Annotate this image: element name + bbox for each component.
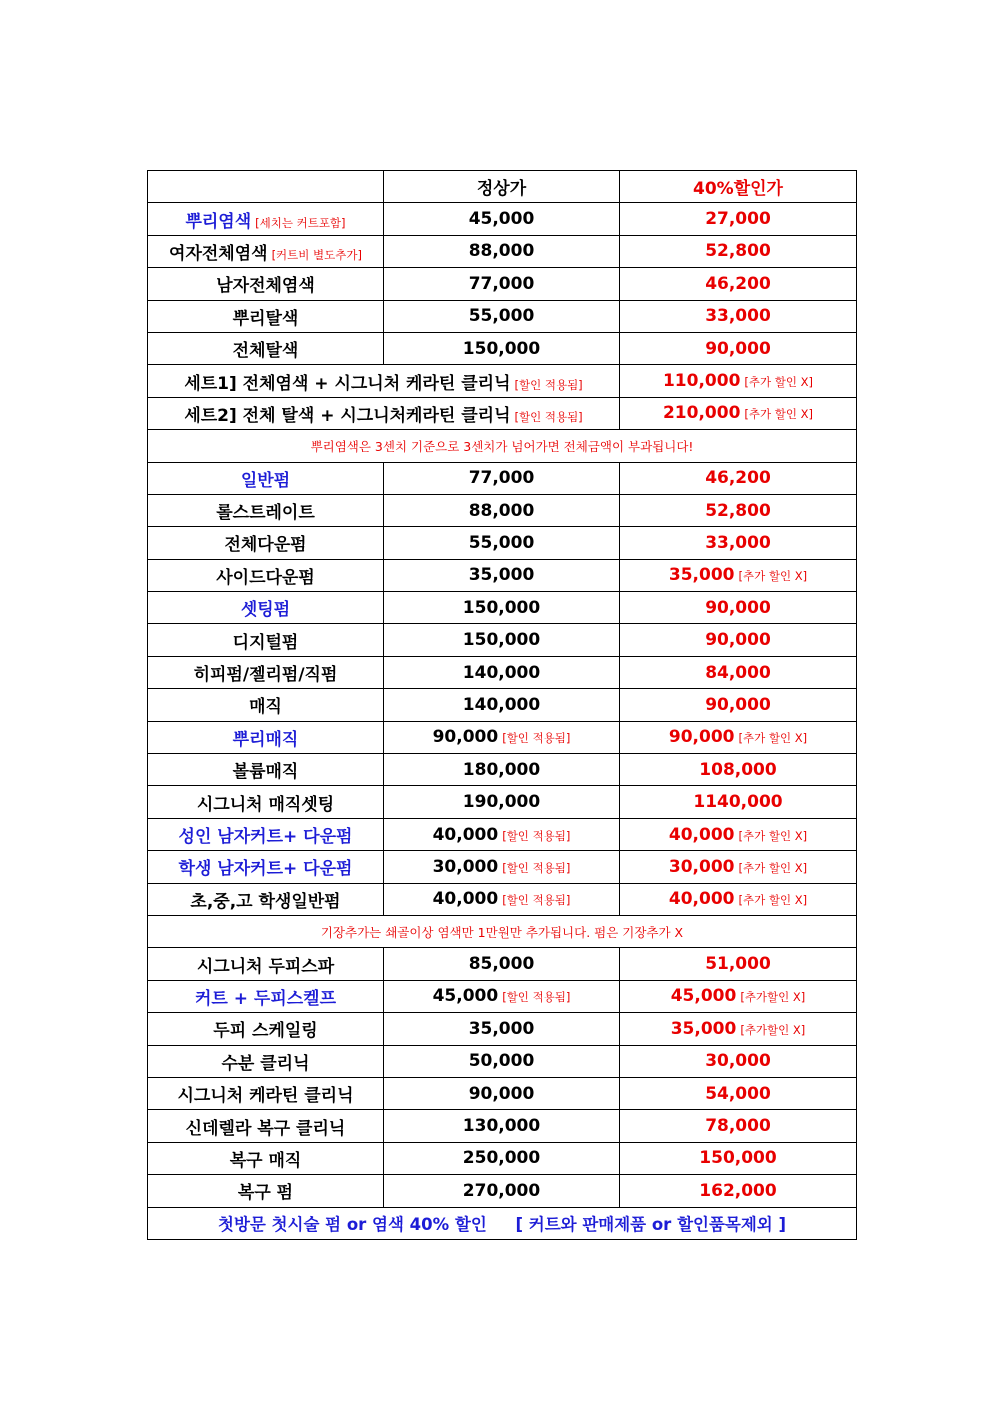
regular-price: 85,000 bbox=[468, 954, 535, 975]
regular-price: 45,000 bbox=[432, 986, 499, 1007]
discount-price: 30,000 bbox=[705, 1051, 771, 1072]
regular-price: 40,000 bbox=[432, 889, 499, 910]
discount-note: [추가할인 X] bbox=[740, 990, 806, 1005]
discount-price: 40,000 bbox=[668, 824, 735, 845]
service-name-cell bbox=[148, 462, 384, 494]
service-row bbox=[148, 494, 857, 526]
service-row bbox=[148, 948, 857, 980]
discount-price-cell bbox=[620, 1013, 857, 1045]
discount-price: 52,800 bbox=[705, 241, 771, 262]
set-row bbox=[148, 397, 857, 429]
regular-price-cell bbox=[384, 268, 620, 300]
discount-price: 52,800 bbox=[705, 500, 771, 521]
regular-price: 250,000 bbox=[462, 1148, 541, 1169]
discount-price: 33,000 bbox=[705, 532, 771, 553]
regular-price-cell bbox=[384, 1142, 620, 1174]
regular-price: 88,000 bbox=[468, 500, 535, 521]
regular-price-cell bbox=[384, 980, 620, 1012]
header-row bbox=[148, 171, 857, 203]
discount-price: 51,000 bbox=[705, 954, 771, 975]
service-row bbox=[148, 300, 857, 332]
service-row bbox=[148, 527, 857, 559]
discount-price: 90,000 bbox=[705, 338, 771, 359]
regular-price: 30,000 bbox=[432, 856, 499, 877]
discount-price-cell bbox=[620, 721, 857, 753]
regular-price: 150,000 bbox=[462, 597, 541, 618]
regular-price-cell bbox=[384, 462, 620, 494]
regular-price-cell bbox=[384, 624, 620, 656]
regular-price-note: [할인 적용됨] bbox=[502, 860, 571, 875]
service-row bbox=[148, 462, 857, 494]
discount-price: 1140,000 bbox=[693, 792, 783, 813]
discount-price-cell bbox=[620, 527, 857, 559]
discount-price: 162,000 bbox=[699, 1180, 777, 1201]
regular-price: 35,000 bbox=[468, 1018, 535, 1039]
service-name: 뿌리매직 bbox=[232, 729, 299, 750]
service-row bbox=[148, 1045, 857, 1077]
discount-price-cell bbox=[620, 1175, 857, 1207]
discount-price-cell bbox=[620, 754, 857, 786]
discount-price-cell bbox=[620, 883, 857, 915]
regular-price: 55,000 bbox=[468, 532, 535, 553]
service-name-cell bbox=[148, 300, 384, 332]
service-row bbox=[148, 1077, 857, 1109]
service-row bbox=[148, 818, 857, 850]
discount-price-cell bbox=[620, 462, 857, 494]
regular-price: 150,000 bbox=[462, 630, 541, 651]
service-name-cell bbox=[148, 1077, 384, 1109]
discount-price: 30,000 bbox=[668, 856, 735, 877]
service-note: [커트비 별도추가] bbox=[271, 247, 362, 262]
discount-note: [추가 할인 X] bbox=[744, 375, 814, 390]
service-row bbox=[148, 721, 857, 753]
discount-price: 150,000 bbox=[699, 1148, 777, 1169]
discount-price-cell bbox=[620, 235, 857, 267]
discount-price: 90,000 bbox=[668, 727, 735, 748]
regular-price-cell bbox=[384, 1045, 620, 1077]
regular-price-cell bbox=[384, 883, 620, 915]
discount-price-cell bbox=[620, 203, 857, 235]
discount-price-cell bbox=[620, 559, 857, 591]
service-name-cell bbox=[148, 851, 384, 883]
discount-note: [추가할인 X] bbox=[740, 1022, 806, 1037]
price-table bbox=[147, 170, 857, 1240]
discount-price: 78,000 bbox=[705, 1116, 771, 1137]
regular-price: 140,000 bbox=[462, 662, 541, 683]
regular-price-cell bbox=[384, 948, 620, 980]
regular-price: 130,000 bbox=[462, 1116, 541, 1137]
discount-price-cell bbox=[620, 300, 857, 332]
regular-price-cell bbox=[384, 559, 620, 591]
service-row bbox=[148, 656, 857, 688]
regular-price-cell bbox=[384, 1110, 620, 1142]
discount-price-cell bbox=[620, 1110, 857, 1142]
discount-price-cell bbox=[620, 592, 857, 624]
service-name: 신데렐라 복구 클리닉 bbox=[185, 1118, 346, 1139]
discount-price-cell bbox=[620, 980, 857, 1012]
regular-price: 140,000 bbox=[462, 694, 541, 715]
regular-price-cell bbox=[384, 689, 620, 721]
service-name: 세트1] 전체염색 + 시그니처 케라틴 클리닉 bbox=[184, 373, 511, 394]
service-name: 디지털펌 bbox=[232, 632, 299, 653]
regular-price-cell bbox=[384, 754, 620, 786]
discount-note: [추가 할인 X] bbox=[738, 828, 808, 843]
notice-row bbox=[148, 430, 857, 462]
service-row bbox=[148, 624, 857, 656]
service-name: 일반펌 bbox=[240, 470, 291, 491]
regular-price: 35,000 bbox=[468, 565, 535, 586]
regular-price-cell bbox=[384, 300, 620, 332]
discount-price-cell bbox=[620, 1077, 857, 1109]
service-note: [할인 적용됨] bbox=[514, 409, 583, 424]
service-name: 히피펌/젤리펌/직펌 bbox=[193, 665, 338, 686]
notice-text: 뿌리염색은 3센치 기준으로 3센치가 넘어가면 전체금액이 부과됩니다! bbox=[310, 438, 694, 454]
service-name: 뿌리염색 bbox=[185, 211, 252, 232]
service-name-cell bbox=[148, 689, 384, 721]
service-name-cell bbox=[148, 786, 384, 818]
price-table-body bbox=[148, 171, 857, 1240]
service-name-cell bbox=[148, 656, 384, 688]
service-name: 사이드다운펌 bbox=[216, 567, 315, 588]
service-name: 시그니처 두피스파 bbox=[196, 956, 335, 977]
header-cell-regular-price: 정상가 bbox=[384, 171, 620, 203]
service-name: 롤스트레이트 bbox=[216, 503, 315, 524]
regular-price: 88,000 bbox=[468, 241, 535, 262]
service-row bbox=[148, 235, 857, 267]
service-row bbox=[148, 268, 857, 300]
discount-price: 110,000 bbox=[662, 371, 741, 392]
service-note: [세치는 커트포함] bbox=[255, 215, 346, 230]
service-name-cell bbox=[148, 203, 384, 235]
service-name-cell bbox=[148, 1013, 384, 1045]
service-row bbox=[148, 754, 857, 786]
service-name: 시그니처 케라틴 클리닉 bbox=[177, 1086, 354, 1107]
service-name: 세트2] 전체 탈색 + 시그니처케라틴 클리닉 bbox=[184, 405, 511, 426]
regular-price-cell bbox=[384, 656, 620, 688]
service-name: 두피 스케일링 bbox=[213, 1021, 318, 1042]
service-name: 전체탈색 bbox=[232, 341, 299, 362]
service-name: 초,중,고 학생일반펌 bbox=[190, 891, 341, 912]
notice-cell bbox=[148, 915, 857, 947]
set-name-cell bbox=[148, 397, 620, 429]
service-name-cell bbox=[148, 527, 384, 559]
discount-price-cell bbox=[620, 786, 857, 818]
discount-note: [추가 할인 X] bbox=[738, 860, 808, 875]
regular-price-cell bbox=[384, 818, 620, 850]
discount-price-cell bbox=[620, 948, 857, 980]
notice-row bbox=[148, 915, 857, 947]
service-name-cell bbox=[148, 980, 384, 1012]
regular-price: 77,000 bbox=[468, 468, 535, 489]
discount-note: [추가 할인 X] bbox=[744, 407, 814, 422]
regular-price-note: [할인 적용됨] bbox=[502, 731, 571, 746]
discount-price: 46,200 bbox=[705, 468, 771, 489]
regular-price: 190,000 bbox=[462, 792, 541, 813]
discount-price: 33,000 bbox=[705, 306, 771, 327]
service-row bbox=[148, 1013, 857, 1045]
service-row bbox=[148, 203, 857, 235]
discount-price: 90,000 bbox=[705, 694, 771, 715]
discount-price-cell bbox=[620, 851, 857, 883]
service-name: 학생 남자커트+ 다운펌 bbox=[178, 859, 353, 880]
regular-price: 270,000 bbox=[462, 1180, 541, 1201]
regular-price-cell bbox=[384, 851, 620, 883]
service-row bbox=[148, 786, 857, 818]
regular-price: 45,000 bbox=[468, 209, 535, 230]
service-row bbox=[148, 689, 857, 721]
regular-price-cell bbox=[384, 1077, 620, 1109]
regular-price-cell bbox=[384, 721, 620, 753]
service-row bbox=[148, 332, 857, 364]
service-name-cell bbox=[148, 268, 384, 300]
regular-price: 77,000 bbox=[468, 273, 535, 294]
service-name: 전체다운펌 bbox=[224, 535, 307, 556]
service-name-cell bbox=[148, 624, 384, 656]
service-name: 커트 + 두피스켈프 bbox=[194, 988, 337, 1009]
service-name-cell bbox=[148, 1142, 384, 1174]
service-name: 수분 클리닉 bbox=[221, 1053, 310, 1074]
regular-price-note: [할인 적용됨] bbox=[502, 893, 571, 908]
discount-price-cell bbox=[620, 656, 857, 688]
service-name: 여자전체염색 bbox=[169, 243, 268, 264]
discount-note: [추가 할인 X] bbox=[738, 731, 808, 746]
discount-note: [추가 할인 X] bbox=[738, 569, 808, 584]
footer-row bbox=[148, 1207, 857, 1239]
regular-price-note: [할인 적용됨] bbox=[502, 990, 571, 1005]
service-name: 남자전체염색 bbox=[216, 276, 315, 297]
service-row bbox=[148, 1110, 857, 1142]
notice-cell bbox=[148, 430, 857, 462]
regular-price-cell bbox=[384, 527, 620, 559]
footer-promo-text: 첫방문 첫시술 펌 or 염색 40% 할인 [ 커트와 판매제품 or 할인품목제외 ] bbox=[218, 1215, 786, 1235]
service-name: 뿌리탈색 bbox=[232, 308, 299, 329]
service-name-cell bbox=[148, 818, 384, 850]
footer-cell bbox=[148, 1207, 857, 1239]
service-name-cell bbox=[148, 721, 384, 753]
service-row bbox=[148, 592, 857, 624]
regular-price: 55,000 bbox=[468, 306, 535, 327]
discount-note: [추가 할인 X] bbox=[738, 893, 808, 908]
service-name-cell bbox=[148, 754, 384, 786]
regular-price: 150,000 bbox=[462, 338, 541, 359]
service-name: 셋팅펌 bbox=[240, 600, 291, 621]
service-row bbox=[148, 559, 857, 591]
discount-price-cell bbox=[620, 1045, 857, 1077]
discount-price-cell bbox=[620, 332, 857, 364]
regular-price: 40,000 bbox=[432, 824, 499, 845]
discount-price-cell bbox=[620, 494, 857, 526]
discount-price: 27,000 bbox=[705, 209, 771, 230]
service-name-cell bbox=[148, 948, 384, 980]
service-row bbox=[148, 851, 857, 883]
discount-price: 40,000 bbox=[668, 889, 735, 910]
discount-price: 45,000 bbox=[670, 986, 737, 1007]
regular-price: 50,000 bbox=[468, 1051, 535, 1072]
regular-price-cell bbox=[384, 203, 620, 235]
discount-price-cell bbox=[620, 818, 857, 850]
service-name: 볼륨매직 bbox=[232, 762, 299, 783]
discount-price-cell bbox=[620, 1142, 857, 1174]
service-name-cell bbox=[148, 1175, 384, 1207]
discount-price: 108,000 bbox=[699, 759, 777, 780]
service-name-cell bbox=[148, 559, 384, 591]
regular-price-cell bbox=[384, 786, 620, 818]
service-name-cell bbox=[148, 592, 384, 624]
discount-price: 35,000 bbox=[668, 565, 735, 586]
discount-price: 46,200 bbox=[705, 273, 771, 294]
service-name: 성인 남자커트+ 다운펌 bbox=[178, 827, 353, 847]
service-note: [할인 적용됨] bbox=[514, 377, 583, 392]
regular-price-cell bbox=[384, 1175, 620, 1207]
set-name-cell bbox=[148, 365, 620, 397]
service-name: 복구 펌 bbox=[237, 1183, 294, 1204]
service-name: 매직 bbox=[249, 697, 282, 718]
regular-price-cell bbox=[384, 235, 620, 267]
discount-price-cell bbox=[620, 365, 857, 397]
regular-price: 90,000 bbox=[432, 727, 499, 748]
discount-price: 35,000 bbox=[670, 1018, 737, 1039]
regular-price-cell bbox=[384, 494, 620, 526]
discount-price-cell bbox=[620, 624, 857, 656]
header-cell-service bbox=[148, 171, 384, 203]
regular-price-cell bbox=[384, 332, 620, 364]
service-row bbox=[148, 1175, 857, 1207]
header-cell-discount-price: 40%할인가 bbox=[620, 171, 857, 203]
service-name-cell bbox=[148, 332, 384, 364]
discount-price-cell bbox=[620, 397, 857, 429]
discount-price: 54,000 bbox=[705, 1083, 771, 1104]
regular-price: 90,000 bbox=[468, 1083, 535, 1104]
service-row bbox=[148, 1142, 857, 1174]
discount-price-cell bbox=[620, 689, 857, 721]
notice-text: 기장추가는 쇄골이상 염색만 1만원만 추가됩니다. 펌은 기장추가 X bbox=[320, 924, 684, 940]
regular-price-cell bbox=[384, 1013, 620, 1045]
service-row bbox=[148, 980, 857, 1012]
service-name-cell bbox=[148, 235, 384, 267]
regular-price: 180,000 bbox=[462, 759, 541, 780]
service-name-cell bbox=[148, 494, 384, 526]
set-row bbox=[148, 365, 857, 397]
service-row bbox=[148, 883, 857, 915]
service-name-cell bbox=[148, 883, 384, 915]
regular-price-cell bbox=[384, 592, 620, 624]
regular-price-note: [할인 적용됨] bbox=[502, 828, 571, 843]
discount-price: 84,000 bbox=[705, 662, 771, 683]
service-name-cell bbox=[148, 1110, 384, 1142]
discount-price: 90,000 bbox=[705, 597, 771, 618]
discount-price: 90,000 bbox=[705, 630, 771, 651]
discount-price: 210,000 bbox=[662, 403, 741, 424]
discount-price-cell bbox=[620, 268, 857, 300]
service-name: 복구 매직 bbox=[229, 1150, 302, 1171]
service-name-cell bbox=[148, 1045, 384, 1077]
service-name: 시그니처 매직셋팅 bbox=[196, 794, 335, 815]
